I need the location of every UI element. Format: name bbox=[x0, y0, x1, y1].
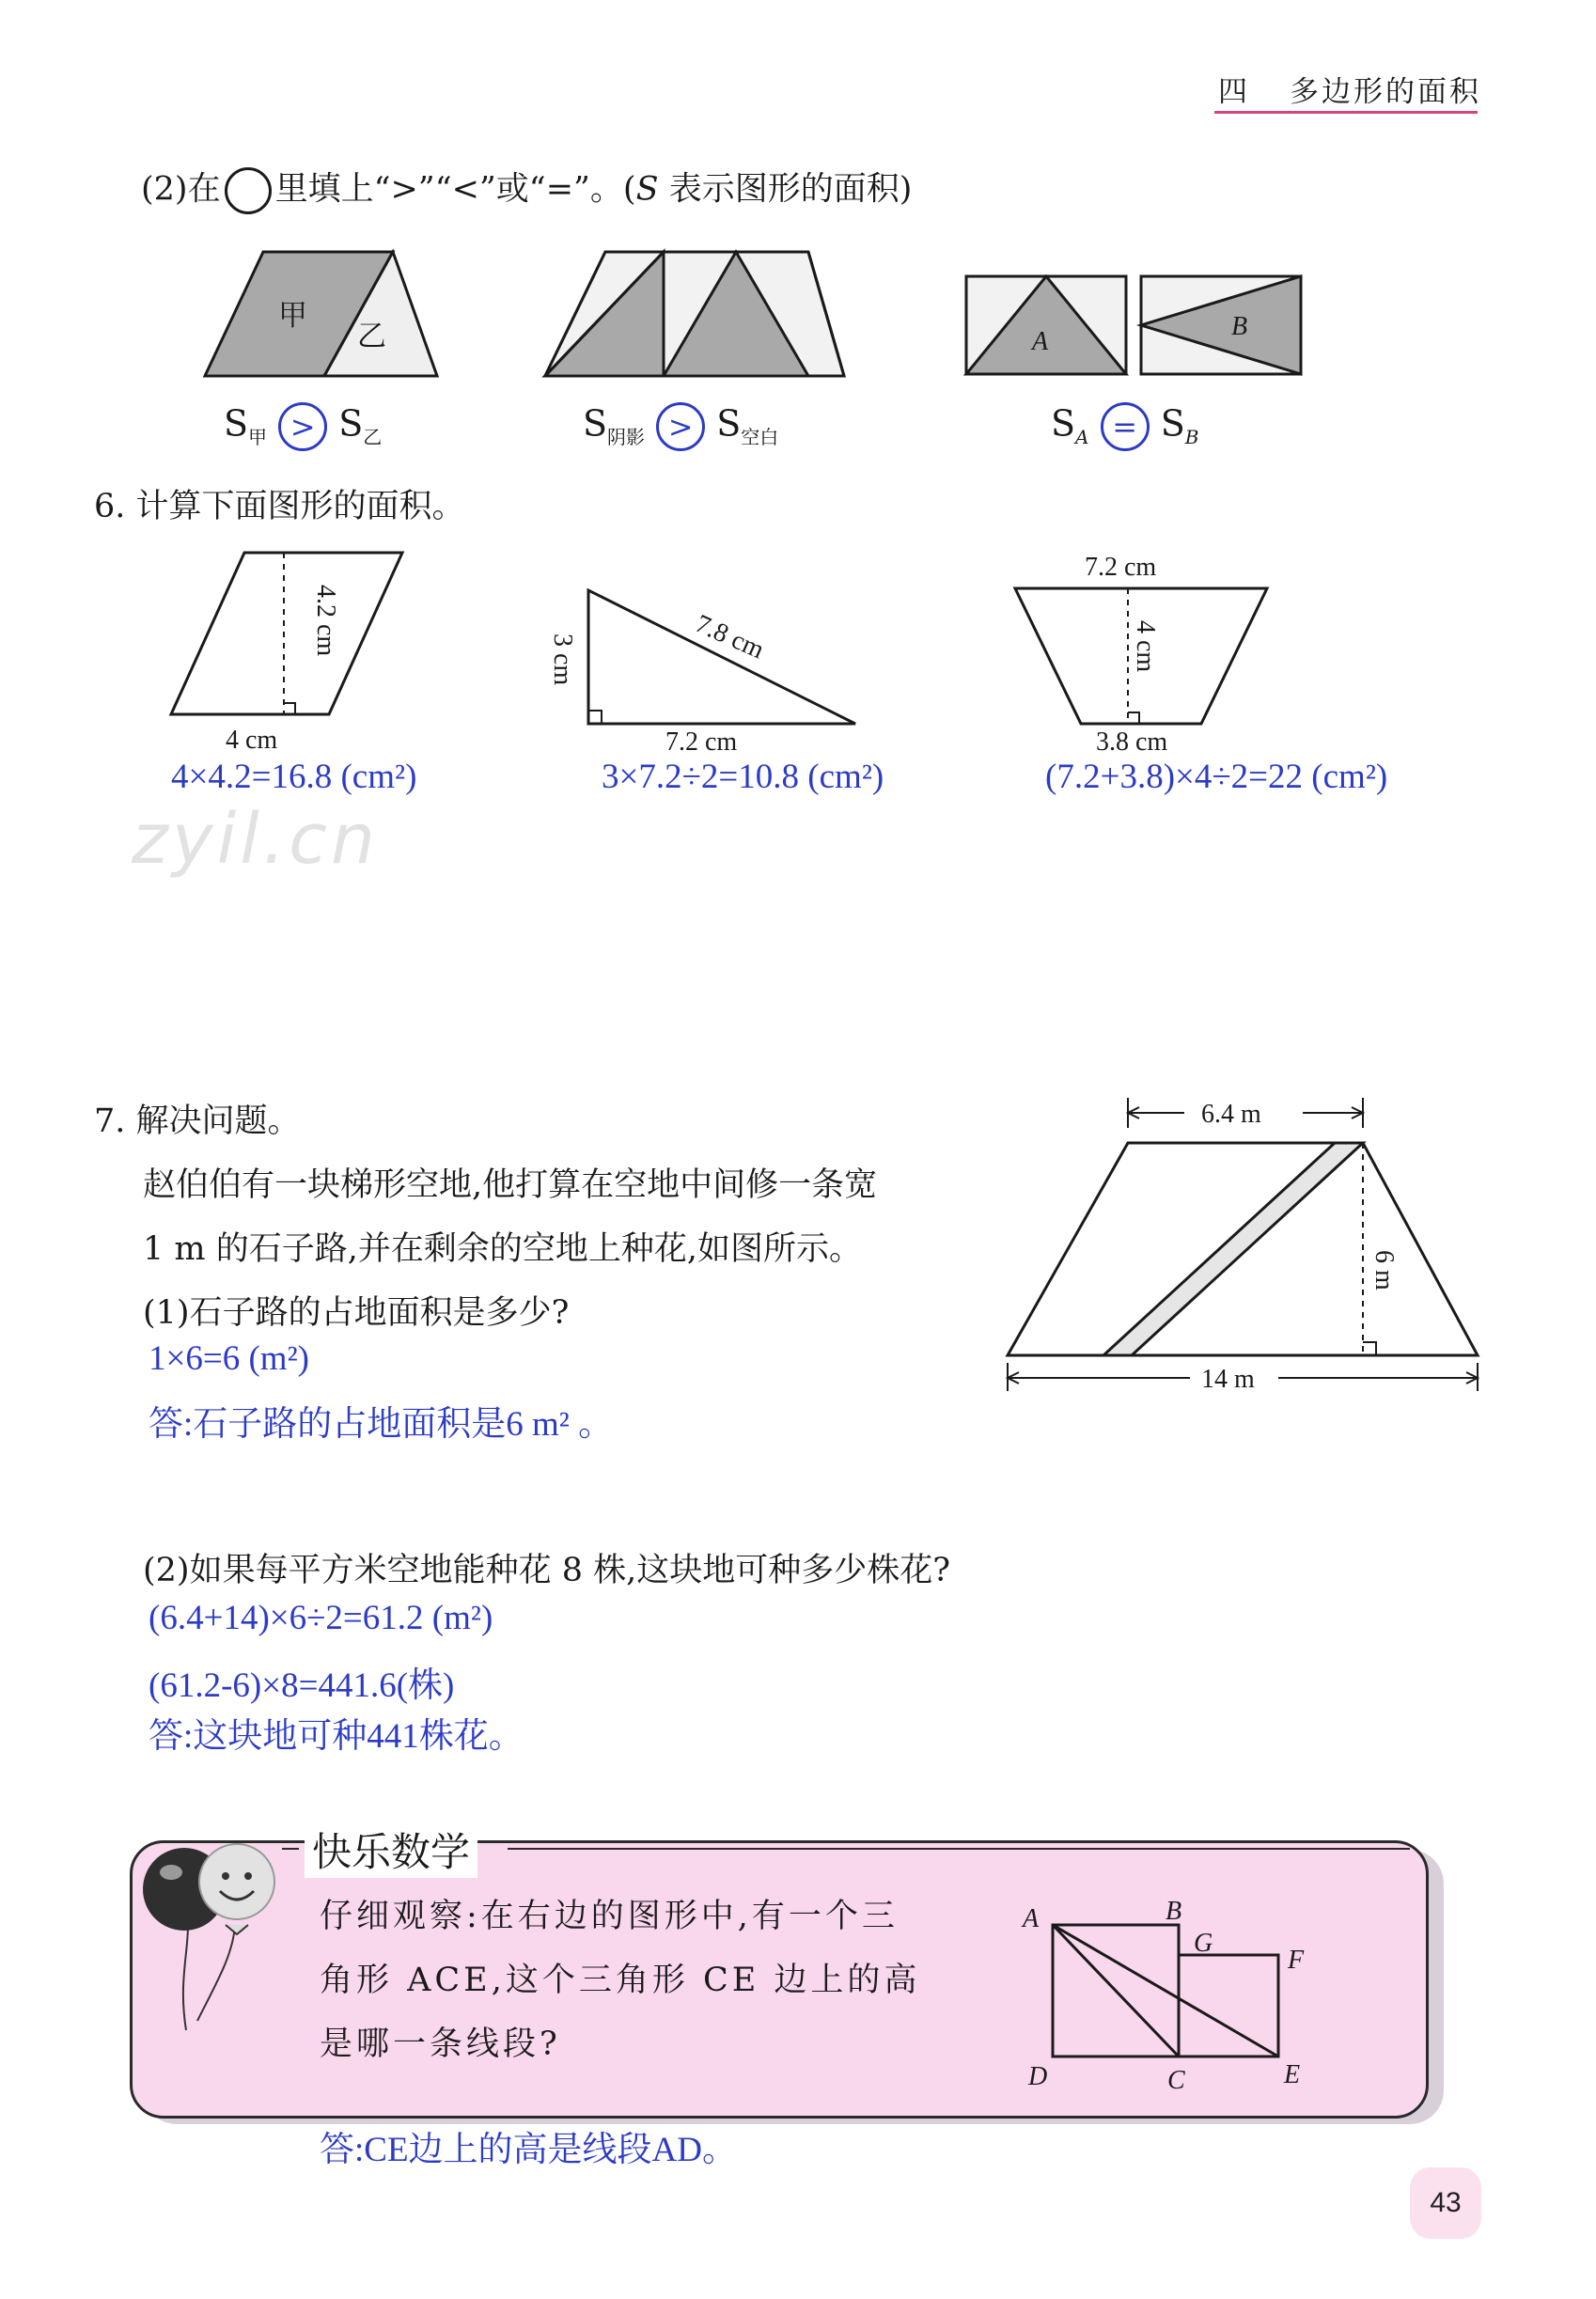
q7-fig-bottom: 14 m bbox=[1201, 1365, 1255, 1394]
q6-fig3-top: 7.2 cm bbox=[1085, 553, 1157, 582]
q6-parallelogram bbox=[171, 553, 402, 714]
q7-line2: 1 m 的石子路,并在剩余的空地上种花,如图所示。 bbox=[143, 1230, 862, 1268]
header-title: 多边形的面积 bbox=[1290, 75, 1481, 109]
q7-figure bbox=[996, 1090, 1494, 1410]
q6-answer-1: 4×4.2=16.8 (cm²) bbox=[171, 758, 417, 796]
q5-2-prompt-c: 表示图形的面积) bbox=[658, 170, 913, 209]
happy-math-figure bbox=[1015, 1887, 1325, 2104]
page-number: 43 bbox=[1410, 2167, 1481, 2239]
q7-fig-height: 6 m bbox=[1369, 1250, 1399, 1290]
happy-math-title-tick bbox=[282, 1848, 299, 1850]
q5-2-prompt-s: S bbox=[635, 170, 659, 209]
q6-fig1-base: 4 cm bbox=[226, 726, 278, 755]
q5-fig2 bbox=[545, 252, 844, 376]
fig-label-c: C bbox=[1167, 2066, 1185, 2095]
q6-answer-3: (7.2+3.8)×4÷2=22 (cm²) bbox=[1045, 758, 1388, 796]
q6-fig1-height: 4.2 cm bbox=[311, 585, 340, 657]
happy-math-title: 快乐数学 bbox=[305, 1822, 477, 1878]
fig-label-g: G bbox=[1194, 1929, 1213, 1958]
happy-math-line1: 仔细观察:在右边的图形中,有一个三 bbox=[320, 1898, 899, 1935]
q5-compare-3: $S_A = S_B$ bbox=[1051, 402, 1198, 451]
q5-fig1 bbox=[205, 252, 437, 376]
q5-fig1-label-yi: 乙 bbox=[357, 320, 386, 352]
q5-2-prompt-b: 里填上“>”“<”或“=”。( bbox=[274, 170, 636, 209]
q7-answer2-calc2: (61.2-6)×8=441.6(株) bbox=[149, 1666, 455, 1705]
q5-compare-2: $S_{阴影} > S_{空白}$ bbox=[583, 402, 778, 451]
q7-fig-top: 6.4 m bbox=[1201, 1100, 1261, 1129]
q5-fig1-label-jia: 甲 bbox=[278, 299, 307, 332]
q7-sub1: (1)石子路的占地面积是多少? bbox=[143, 1294, 570, 1332]
q6-figures bbox=[0, 526, 1596, 771]
watermark: zyil.cn bbox=[132, 799, 379, 880]
happy-math-line3: 是哪一条线段? bbox=[320, 2025, 561, 2063]
q7-answer2-text: 答:这块地可种441株花。 bbox=[149, 1717, 524, 1756]
q6-fig3-bottom: 3.8 cm bbox=[1096, 727, 1168, 757]
q5-compare-1: $S_甲 > S_乙$ bbox=[224, 402, 382, 451]
header-chapter: 四 bbox=[1218, 75, 1247, 109]
q6-fig3-height: 4 cm bbox=[1131, 620, 1160, 673]
fig-label-e: E bbox=[1284, 2060, 1301, 2089]
q6-fig2-hyp: 7.8 cm bbox=[691, 609, 769, 665]
fig-label-d: D bbox=[1028, 2062, 1048, 2091]
q6-title: 6. 计算下面图形的面积。 bbox=[94, 488, 465, 525]
q6-fig2-base: 7.2 cm bbox=[665, 727, 738, 757]
happy-math-title-line bbox=[508, 1848, 1410, 1850]
q7-title: 7. 解决问题。 bbox=[94, 1103, 301, 1140]
q5-2-prompt-a: (2)在 bbox=[141, 170, 221, 209]
compare-circle-1: > bbox=[278, 402, 327, 451]
happy-math-answer: 答:CE边上的高是线段AD。 bbox=[320, 2131, 737, 2169]
happy-math-line2: 角形 ACE,这个三角形 CE 边上的高 bbox=[320, 1962, 921, 1999]
compare-circle-3: = bbox=[1101, 402, 1150, 451]
q7-line1: 赵伯伯有一块梯形空地,他打算在空地中间修一条宽 bbox=[143, 1166, 878, 1204]
compare-circle-2: > bbox=[656, 402, 705, 451]
fig-label-f: F bbox=[1288, 1946, 1305, 1975]
q5-fig3-label-b: B bbox=[1231, 312, 1248, 341]
q6-triangle bbox=[588, 590, 855, 724]
q5-fig3 bbox=[966, 276, 1301, 374]
q7-answer2-calc1: (6.4+14)×6÷2=61.2 (m²) bbox=[149, 1599, 493, 1637]
fig-label-b: B bbox=[1166, 1897, 1182, 1926]
q7-sub2: (2)如果每平方米空地能种花 8 株,这块地可种多少株花? bbox=[143, 1552, 950, 1589]
q7-answer1-text: 答:石子路的占地面积是6 m² 。 bbox=[149, 1405, 614, 1444]
q7-answer1-calc: 1×6=6 (m²) bbox=[149, 1339, 309, 1378]
q6-answer-2: 3×7.2÷2=10.8 (cm²) bbox=[602, 758, 884, 796]
q5-fig3-label-a: A bbox=[1032, 327, 1049, 356]
q6-fig2-side: 3 cm bbox=[548, 633, 577, 686]
fig-label-a: A bbox=[1023, 1904, 1040, 1933]
